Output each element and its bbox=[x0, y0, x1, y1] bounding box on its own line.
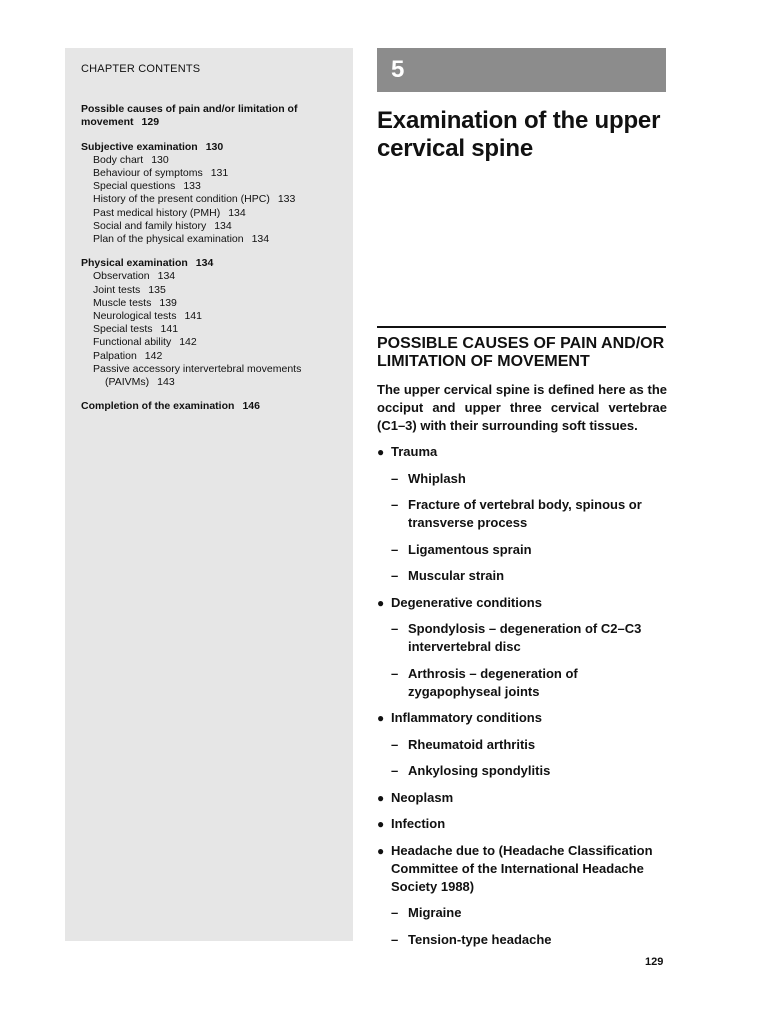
toc-entry bbox=[81, 363, 337, 376]
cause-subitem bbox=[377, 541, 667, 559]
cause-text: Rheumatoid arthritis bbox=[408, 736, 536, 752]
cause-item bbox=[377, 709, 667, 727]
toc-entry bbox=[81, 323, 337, 336]
cause-item bbox=[377, 815, 667, 833]
toc-entry bbox=[81, 193, 337, 206]
toc-page-number: 134 bbox=[157, 270, 176, 283]
bullet-marker: ● bbox=[377, 817, 385, 831]
cause-item bbox=[377, 789, 667, 807]
toc-heading bbox=[81, 257, 337, 270]
toc-entry bbox=[81, 154, 337, 167]
toc-entry bbox=[81, 310, 337, 323]
toc-entry-label: (PAIVMs) bbox=[105, 376, 150, 389]
cause-item bbox=[377, 443, 667, 461]
cause-text: Muscular strain bbox=[408, 568, 505, 583]
toc-entry bbox=[81, 297, 337, 310]
toc-page-number: 129 bbox=[141, 116, 160, 129]
cause-text: Tension-type headache bbox=[408, 931, 552, 947]
toc-page-number: 130 bbox=[205, 140, 224, 153]
toc-entry-continued bbox=[81, 376, 337, 389]
dash-marker: – bbox=[391, 541, 399, 557]
toc-section bbox=[81, 103, 337, 129]
bullet-marker: ● bbox=[377, 843, 385, 858]
cause-text: Arthrosis – degeneration of zygapophyseal joints bbox=[408, 665, 578, 699]
dash-marker: – bbox=[391, 736, 399, 752]
chapter-number-box bbox=[377, 48, 666, 92]
toc-entry bbox=[81, 336, 337, 349]
dash-marker: – bbox=[391, 763, 399, 778]
cause-text: Spondylosis – degeneration of C2–C3 intervertebral disc bbox=[408, 621, 642, 654]
cause-text: Inflammatory conditions bbox=[391, 710, 542, 725]
toc-entry-label: Palpation bbox=[93, 349, 137, 362]
toc-entry bbox=[81, 350, 337, 363]
toc-heading bbox=[81, 400, 337, 413]
dash-marker: – bbox=[391, 905, 399, 920]
cause-subitem bbox=[377, 496, 667, 532]
dash-marker: – bbox=[391, 568, 399, 583]
toc-entry-label: Joint tests bbox=[93, 283, 141, 296]
toc-page-number: 141 bbox=[184, 310, 202, 323]
dash-marker: – bbox=[391, 931, 399, 947]
toc-entry-label: Observation bbox=[93, 270, 150, 283]
toc-page-number: 133 bbox=[183, 180, 201, 193]
toc-entry-label: Functional ability bbox=[93, 336, 172, 349]
toc-entry bbox=[81, 180, 337, 193]
toc-entry-label: Special tests bbox=[93, 323, 153, 336]
toc-page-number: 134 bbox=[214, 219, 232, 232]
bullet-marker: ● bbox=[377, 790, 385, 805]
toc-entry-label: Behaviour of symptoms bbox=[93, 167, 203, 180]
cause-item bbox=[377, 594, 667, 612]
toc-entry-label: Special questions bbox=[93, 180, 176, 193]
toc-page-number: 146 bbox=[242, 400, 260, 413]
cause-item bbox=[377, 842, 667, 896]
cause-subitem bbox=[377, 931, 667, 949]
chapter-title-line: Examination of the upper bbox=[377, 107, 661, 134]
cause-subitem bbox=[377, 736, 667, 754]
section-heading-line: LIMITATION OF MOVEMENT bbox=[377, 353, 590, 370]
toc-entry-label: Plan of the physical examination bbox=[93, 233, 244, 246]
bullet-marker: ● bbox=[377, 445, 385, 459]
toc-section bbox=[81, 141, 337, 247]
cause-subitem bbox=[377, 904, 667, 922]
bullet-marker: ● bbox=[377, 595, 385, 610]
toc-heading-label: Subjective examination bbox=[81, 140, 198, 153]
toc-entry-label: Past medical history (PMH) bbox=[93, 206, 221, 219]
toc-entry-label: Muscle tests bbox=[93, 296, 152, 309]
toc-entry-label: Body chart bbox=[93, 153, 144, 166]
dash-marker: – bbox=[391, 621, 399, 636]
cause-subitem bbox=[377, 567, 667, 585]
cause-subitem bbox=[377, 762, 667, 780]
table-of-contents bbox=[81, 103, 337, 413]
cause-text: Ankylosing spondylitis bbox=[408, 763, 551, 778]
toc-page-number: 143 bbox=[157, 376, 175, 389]
chapter-title bbox=[377, 107, 677, 163]
cause-text: Trauma bbox=[391, 444, 438, 459]
toc-heading bbox=[81, 141, 337, 154]
toc-page-number: 134 bbox=[228, 206, 246, 219]
toc-entry bbox=[81, 270, 337, 283]
cause-text: Whiplash bbox=[408, 470, 466, 486]
toc-heading bbox=[81, 103, 337, 129]
toc-entry bbox=[81, 284, 337, 297]
toc-section bbox=[81, 400, 337, 413]
toc-entry-label: History of the present condition (HPC) bbox=[93, 193, 270, 206]
causes-list bbox=[377, 443, 667, 957]
toc-page-number: 134 bbox=[251, 233, 270, 246]
cause-text: Infection bbox=[391, 816, 446, 831]
toc-page-number: 139 bbox=[159, 296, 177, 309]
toc-page-number: 134 bbox=[195, 257, 214, 270]
cause-text: Neoplasm bbox=[391, 789, 454, 805]
toc-entry bbox=[81, 233, 337, 246]
chapter-number: 5 bbox=[391, 56, 405, 83]
toc-heading-label: Possible causes of pain and/or limitation of movement bbox=[81, 103, 298, 129]
toc-entry-label: Social and family history bbox=[93, 219, 207, 232]
toc-page-number: 142 bbox=[144, 349, 163, 362]
cause-subitem bbox=[377, 665, 667, 701]
toc-entry bbox=[81, 167, 337, 180]
dash-marker: – bbox=[391, 665, 399, 681]
chapter-title-line: cervical spine bbox=[377, 135, 533, 162]
chapter-contents-panel bbox=[65, 48, 353, 941]
toc-section bbox=[81, 257, 337, 389]
dash-marker: – bbox=[391, 470, 399, 486]
cause-subitem bbox=[377, 620, 667, 656]
section-heading bbox=[377, 335, 669, 371]
toc-page-number: 142 bbox=[179, 336, 197, 349]
contents-title: CHAPTER CONTENTS bbox=[81, 63, 201, 75]
cause-text: Ligamentous sprain bbox=[408, 541, 532, 557]
cause-text: Degenerative conditions bbox=[391, 594, 542, 610]
toc-page-number: 131 bbox=[210, 167, 229, 180]
bullet-marker: ● bbox=[377, 711, 385, 725]
toc-entry-label: Passive accessory intervertebral movements bbox=[93, 362, 302, 375]
cause-text: Migraine bbox=[408, 905, 462, 920]
toc-page-number: 133 bbox=[277, 193, 296, 206]
toc-heading-label: Completion of the examination bbox=[81, 400, 235, 413]
cause-text: Headache due to (Headache Classification Committee of the International Headache Society 1988) bbox=[391, 842, 653, 894]
toc-heading-label: Physical examination bbox=[81, 257, 188, 270]
section-heading-line: POSSIBLE CAUSES OF PAIN AND/OR bbox=[377, 335, 665, 352]
toc-page-number: 141 bbox=[160, 323, 179, 336]
cause-text: Fracture of vertebral body, spinous or transverse process bbox=[408, 497, 642, 530]
dash-marker: – bbox=[391, 497, 399, 512]
toc-entry bbox=[81, 220, 337, 233]
section-divider bbox=[377, 326, 666, 328]
toc-page-number: 130 bbox=[151, 153, 169, 166]
toc-page-number: 135 bbox=[148, 283, 166, 296]
toc-entry-label: Neurological tests bbox=[93, 310, 177, 323]
toc-entry bbox=[81, 207, 337, 220]
page-number: 129 bbox=[645, 956, 664, 968]
cause-subitem bbox=[377, 470, 667, 488]
intro-paragraph: The upper cervical spine is defined here as the occiput and upper three cervical vertebrae (C1–3) with their surrounding soft tissues. bbox=[377, 382, 667, 433]
